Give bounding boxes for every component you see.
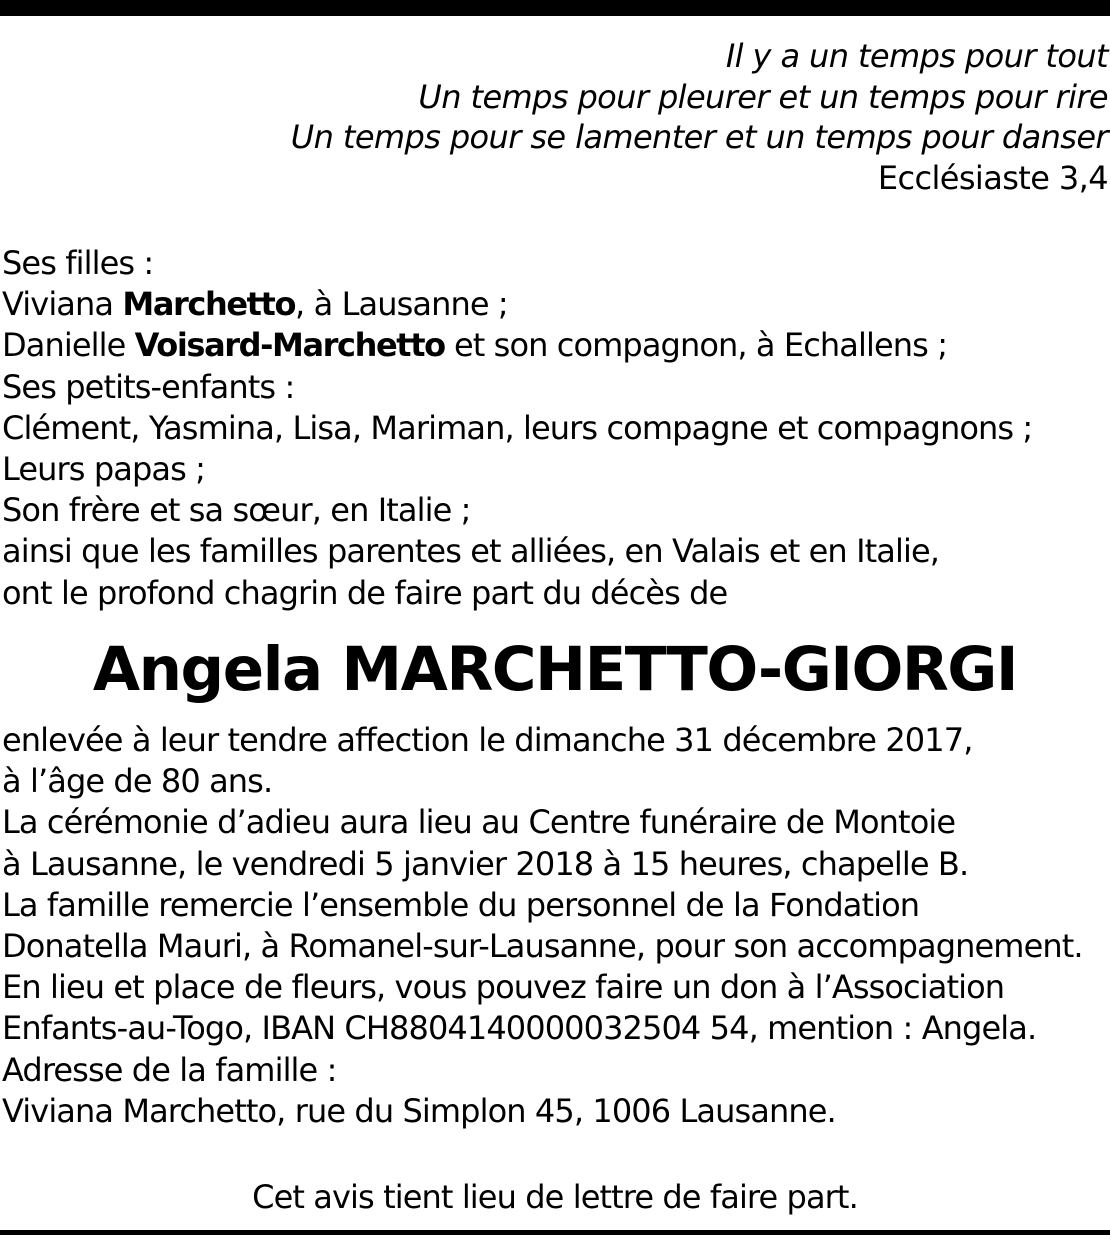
epigraph-line: Il y a un temps pour tout [725, 37, 1108, 75]
daughter-entry [2, 284, 1032, 325]
papas-line: Leurs papas ; [2, 450, 206, 489]
detail-line: Donatella Mauri, à Romanel-sur-Lausanne, pour son accompagnement. [2, 927, 1083, 966]
epigraph-line: Un temps pour pleurer et un temps pour rire [418, 77, 1108, 116]
top-border-rule [0, 0, 1110, 16]
closing-note: Cet avis tient lieu de lettre de faire part. [252, 1178, 858, 1216]
siblings-line: Son frère et sa sœur, en Italie ; [2, 491, 471, 530]
epigraph-line: Un temps pour se lamenter et un temps pour danser [290, 118, 1108, 156]
detail-line: En lieu et place de fleurs, vous pouvez faire un don à l’Association [2, 968, 1005, 1007]
bottom-border-rule [0, 1230, 1110, 1235]
relatives-line: ainsi que les familles parentes et alliées, en Valais et en Italie, [2, 532, 940, 571]
detail-line: Enfants-au-Togo, IBAN CH8804140000032504 54, mention : Angela. [2, 1009, 1037, 1048]
obituary-details [2, 720, 1083, 1132]
daughter-first-name: Viviana [2, 285, 123, 324]
grandchildren-names: Clément, Yasmina, Lisa, Mariman, leurs compagne et compagnons ; [2, 408, 1033, 447]
family-list [2, 243, 1032, 614]
daughter-first-name: Danielle [2, 326, 135, 365]
detail-line: Viviana Marchetto, rue du Simplon 45, 1006 Lausanne. [2, 1091, 836, 1130]
grandchildren-heading: Ses petits-enfants : [2, 367, 295, 406]
detail-line: La famille remercie l’ensemble du personnel de la Fondation [2, 885, 920, 924]
epigraph-quote [108, 36, 1108, 198]
daughter-location: , à Lausanne ; [295, 285, 508, 324]
epigraph-source: Ecclésiaste 3,4 [877, 158, 1108, 197]
announcement-line: ont le profond chagrin de faire part du décès de [2, 573, 728, 612]
daughter-location: et son compagnon, à Echallens ; [444, 326, 948, 365]
detail-line: La cérémonie d’adieu aura lieu au Centre funéraire de Montoie [2, 803, 956, 842]
deceased-name: Angela MARCHETTO-GIORGI [92, 634, 1018, 705]
daughters-heading: Ses filles : [2, 244, 154, 282]
detail-line: à Lausanne, le vendredi 5 janvier 2018 à 15 heures, chapelle B. [2, 844, 969, 883]
detail-line: à l’âge de 80 ans. [2, 762, 273, 801]
daughter-surname: Marchetto [122, 285, 296, 324]
daughter-entry [2, 325, 1032, 366]
detail-line: Adresse de la famille : [2, 1050, 337, 1089]
detail-line: enlevée à leur tendre affection le dimanche 31 décembre 2017, [2, 721, 973, 759]
daughter-surname: Voisard-Marchetto [134, 326, 445, 365]
